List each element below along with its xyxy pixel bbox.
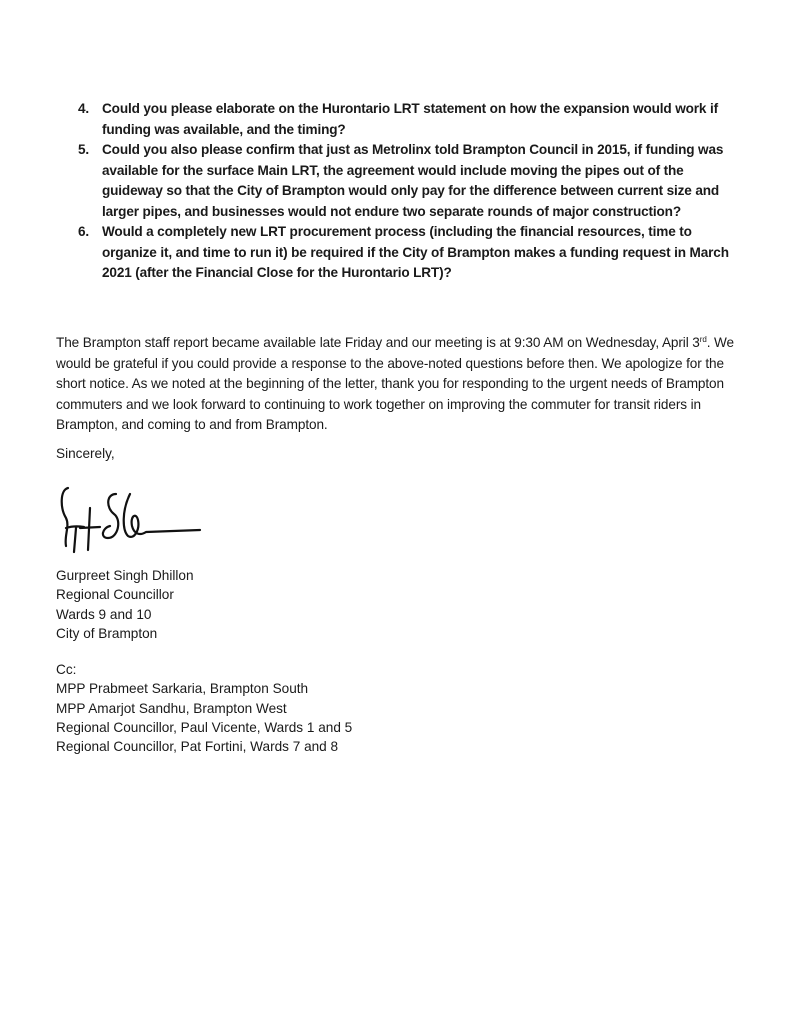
- cc-recipient: Regional Councillor, Paul Vicente, Wards 1 and 5: [56, 719, 353, 735]
- closing-salutation: Sincerely,: [56, 446, 115, 461]
- question-item: [78, 140, 738, 222]
- cc-recipient: Regional Councillor, Pat Fortini, Wards 7 and 8: [56, 739, 339, 755]
- ordinal-suffix: rd: [699, 335, 707, 344]
- question-text: Would a completely new LRT procurement process (including the financial resources, time to organize it, and time to run it) be required if the City of Brampton makes a funding request in March 2021 (after the Financial Close for the Hurontario LRT)?: [102, 224, 729, 280]
- question-number: 4.: [78, 101, 90, 116]
- signer-title: Regional Councillor: [56, 587, 174, 603]
- question-item: [78, 99, 738, 140]
- question-item: [78, 222, 738, 284]
- body-paragraph: [56, 333, 736, 436]
- cc-block: [56, 660, 352, 756]
- signature-block: [56, 566, 194, 643]
- cc-label: Cc:: [56, 662, 77, 677]
- signer-name: Gurpreet Singh Dhillon: [56, 568, 194, 583]
- question-text: Could you also please confirm that just as Metrolinx told Brampton Council in 2015, if funding was available for the surface Main LRT, the agreement would include moving the pipes out of the guideway so that the City of Brampton would only pay for the difference between current size and larger pipes, and businesses would not endure two separate rounds of major construction?: [102, 142, 724, 219]
- cc-recipient: MPP Amarjot Sandhu, Brampton West: [56, 700, 287, 716]
- cc-recipient: MPP Prabmeet Sarkaria, Brampton South: [56, 681, 309, 697]
- question-list: [78, 99, 738, 284]
- question-number: 6.: [78, 224, 90, 239]
- paragraph-text-end: . We would be grateful if you could provide a response to the above-noted questions before then. We apologize for the short notice. As we noted at the beginning of the letter, thank you for responding to the urgent needs of Brampton commuters and we look forward to continuing to work together on improving the commuter for transit riders in Brampton, and coming to and from Brampton.: [56, 335, 735, 432]
- signer-city: City of Brampton: [56, 625, 158, 641]
- paragraph-text-start: The Brampton staff report became available late Friday and our meeting is at 9:30 AM on Wednesday, April 3: [56, 335, 700, 350]
- signature-image: [54, 480, 204, 558]
- question-text: Could you please elaborate on the Hurontario LRT statement on how the expansion would work if funding was available, and the timing?: [102, 101, 718, 137]
- question-number: 5.: [78, 142, 90, 157]
- signer-wards: Wards 9 and 10: [56, 606, 152, 622]
